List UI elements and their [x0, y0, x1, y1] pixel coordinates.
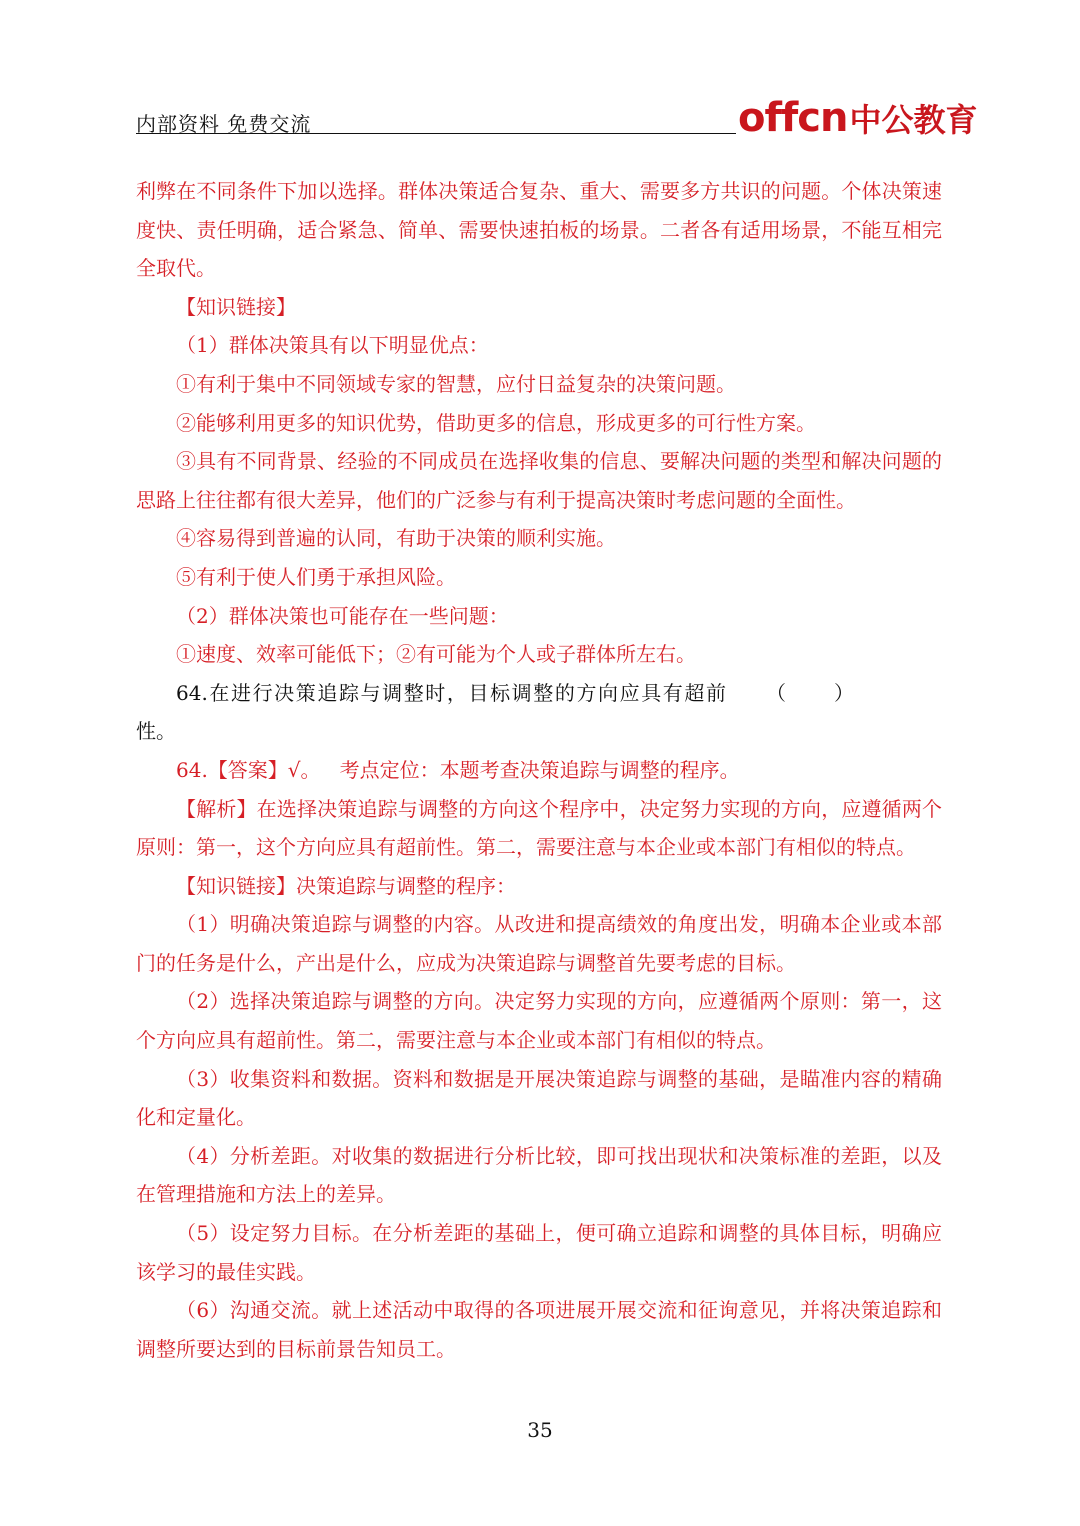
list-item: ②能够利用更多的知识优势，借助更多的信息，形成更多的可行性方案。 [176, 410, 816, 435]
knowledge-link-heading: 【知识链接】决策追踪与调整的程序： [176, 873, 516, 898]
logo-latin-text: offcn [738, 95, 848, 141]
page-number: 35 [527, 1418, 553, 1442]
list-item: ③具有不同背景、经验的不同成员在选择收集的信息、要解决问题的类型和解决问题的思路上往往都有很大差异，他们的广泛参与有利于提高决策时考虑问题的全面性。 [136, 449, 942, 512]
list-item: （6）沟通交流。就上述活动中取得的各项进展开展交流和征询意见，并将决策追踪和调整所要达到的目标前景告知员工。 [136, 1298, 942, 1361]
list-item: （1）明确决策追踪与调整的内容。从改进和提高绩效的角度出发，明确本企业或本部门的任务是什么，产出是什么，应成为决策追踪与调整首先要考虑的目标。 [136, 912, 942, 975]
paragraph: 利弊在不同条件下加以选择。群体决策适合复杂、重大、需要多方共识的问题。个体决策速度快、责任明确，适合紧急、简单、需要快速拍板的场景。二者各有适用场景，不能互相完全取代。 [136, 179, 942, 281]
answer-blank: （） [766, 680, 902, 705]
analysis-paragraph: 【解析】在选择决策追踪与调整的方向这个程序中，决定努力实现的方向，应遵循两个原则：第一，这个方向应具有超前性。第二，需要注意与本企业或本部门有相似的特点。 [136, 796, 942, 860]
list-item: ①有利于集中不同领域专家的智慧，应付日益复杂的决策问题。 [176, 371, 736, 396]
knowledge-link-heading: 【知识链接】 [176, 294, 296, 319]
question-64 [136, 674, 942, 751]
list-item: ④容易得到普遍的认同，有助于决策的顺利实施。 [176, 526, 616, 551]
offcn-logo [738, 88, 978, 141]
list-item: （2）选择决策追踪与调整的方向。决定努力实现的方向，应遵循两个原则：第一，这个方向应具有超前性。第二，需要注意与本企业或本部门有相似的特点。 [136, 989, 942, 1053]
list-item: （4）分析差距。对收集的数据进行分析比较，即可找出现状和决策标准的差距，以及在管理措施和方法上的差异。 [136, 1143, 942, 1207]
paragraph: （2）群体决策也可能存在一些问题： [176, 603, 509, 628]
list-item: （5）设定努力目标。在分析差距的基础上，便可确立追踪和调整的具体目标，明确应该学习的最佳实践。 [136, 1221, 942, 1284]
list-item: （3）收集资料和数据。资料和数据是开展决策追踪与调整的基础，是瞄准内容的精确化和定量化。 [136, 1066, 942, 1130]
header-label: 内部资料 免费交流 [136, 112, 312, 136]
logo-chinese-text: 中公教育 [849, 101, 978, 139]
paragraph: （1）群体决策具有以下明显优点： [176, 333, 489, 358]
question-text: 64.在进行决策追踪与调整时，目标调整的方向应具有超前性。 [136, 680, 726, 744]
list-item: ⑤有利于使人们勇于承担风险。 [176, 564, 456, 589]
answer-line: 64.【答案】√。 考点定位：本题考查决策追踪与调整的程序。 [176, 757, 740, 782]
list-item: ①速度、效率可能低下；②有可能为个人或子群体所左右。 [176, 642, 696, 667]
document-body [136, 172, 942, 1368]
header-rule [136, 133, 736, 134]
